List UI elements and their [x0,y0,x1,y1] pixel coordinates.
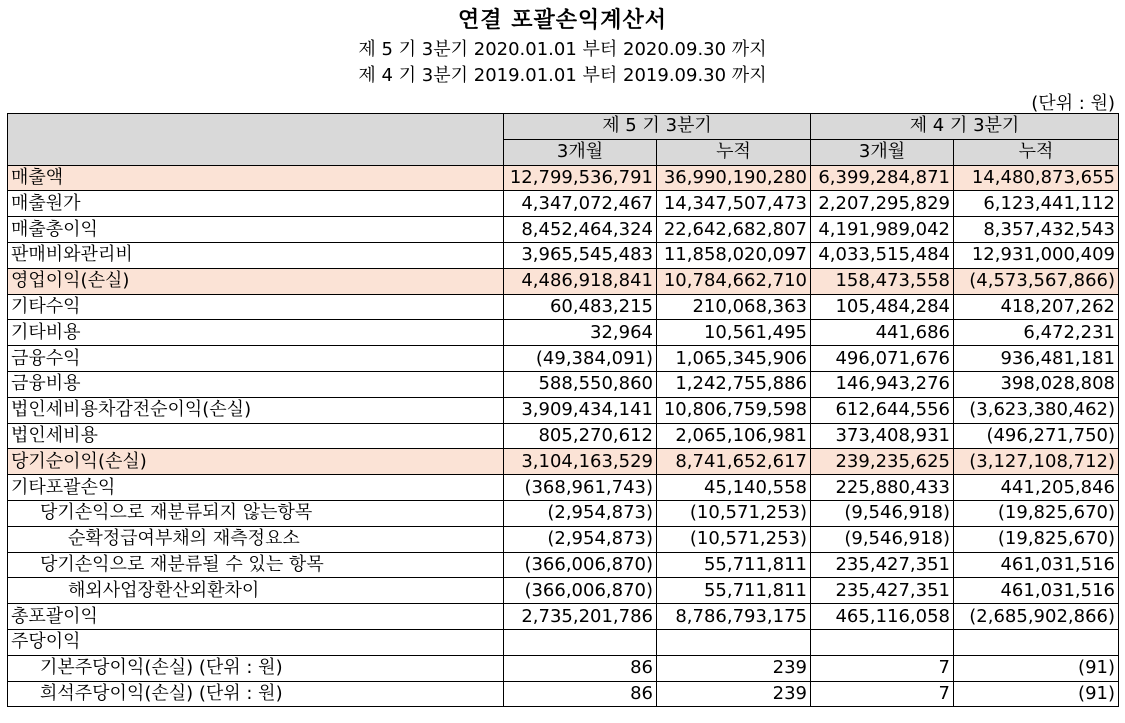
sub-header-prior-3m: 3개월 [811,139,954,165]
value-cell: (9,546,918) [811,526,954,552]
row-label: 희석주당이익(손실) (단위 : 원) [8,681,504,707]
row-label: 순확정급여부채의 재측정요소 [8,526,504,552]
value-cell: 22,642,682,807 [657,217,811,243]
table-row [8,449,1119,475]
row-label: 영업이익(손실) [8,268,504,294]
value-cell: 8,357,432,543 [954,217,1119,243]
statement-title: 연결 포괄손익계산서 [458,8,667,33]
value-cell: (10,571,253) [657,526,811,552]
table-row [8,629,1119,655]
value-cell: 8,786,793,175 [657,604,811,630]
unit-label: (단위 : 원) [1031,93,1115,114]
value-cell: 7 [811,655,954,681]
table-row [8,294,1119,320]
table-row [8,165,1119,191]
table-row [8,604,1119,630]
value-cell [811,629,954,655]
sub-header-current-cum: 누적 [657,139,811,165]
value-cell: 7 [811,681,954,707]
table-row [8,423,1119,449]
value-cell: 239 [657,655,811,681]
value-cell: (368,961,743) [504,475,657,501]
value-cell: 158,473,558 [811,268,954,294]
value-cell: 4,347,072,467 [504,191,657,217]
table-row [8,578,1119,604]
value-cell: (9,546,918) [811,500,954,526]
value-cell: (2,685,902,866) [954,604,1119,630]
value-cell: (496,271,750) [954,423,1119,449]
value-cell: 373,408,931 [811,423,954,449]
value-cell: 418,207,262 [954,294,1119,320]
table-row [8,191,1119,217]
label-header-cell [8,114,504,166]
row-label: 판매비와관리비 [8,242,504,268]
value-cell: 14,480,873,655 [954,165,1119,191]
value-cell [954,629,1119,655]
value-cell: 10,561,495 [657,320,811,346]
value-cell: 588,550,860 [504,371,657,397]
value-cell: 2,207,295,829 [811,191,954,217]
value-cell: 441,205,846 [954,475,1119,501]
table-row [8,475,1119,501]
row-label: 기타포괄손익 [8,475,504,501]
value-cell: 936,481,181 [954,346,1119,372]
table-row [8,320,1119,346]
value-cell: (91) [954,681,1119,707]
value-cell: 3,909,434,141 [504,397,657,423]
value-cell: 239,235,625 [811,449,954,475]
table-row [8,268,1119,294]
value-cell: 105,484,284 [811,294,954,320]
row-label: 법인세비용차감전순이익(손실) [8,397,504,423]
value-cell: 441,686 [811,320,954,346]
value-cell: (19,825,670) [954,526,1119,552]
value-cell [504,629,657,655]
value-cell: 3,965,545,483 [504,242,657,268]
value-cell: 461,031,516 [954,578,1119,604]
value-cell: (366,006,870) [504,552,657,578]
value-cell: 45,140,558 [657,475,811,501]
value-cell: 4,191,989,042 [811,217,954,243]
table-row [8,681,1119,707]
row-label: 법인세비용 [8,423,504,449]
value-cell: 4,033,515,484 [811,242,954,268]
value-cell: 55,711,811 [657,552,811,578]
value-cell: (91) [954,655,1119,681]
table-row [8,346,1119,372]
value-cell: 612,644,556 [811,397,954,423]
value-cell: 465,116,058 [811,604,954,630]
table-row [8,655,1119,681]
value-cell: 461,031,516 [954,552,1119,578]
value-cell: 12,799,536,791 [504,165,657,191]
table-row [8,526,1119,552]
value-cell: (3,127,108,712) [954,449,1119,475]
value-cell: 6,123,441,112 [954,191,1119,217]
row-label: 기타비용 [8,320,504,346]
value-cell: 10,806,759,598 [657,397,811,423]
value-cell: 32,964 [504,320,657,346]
value-cell: 1,242,755,886 [657,371,811,397]
income-statement-table [7,113,1119,707]
table-row [8,217,1119,243]
sub-header-prior-cum: 누적 [954,139,1119,165]
group-header-current: 제 5 기 3분기 [504,114,811,140]
group-header-prior: 제 4 기 3분기 [811,114,1119,140]
value-cell: 55,711,811 [657,578,811,604]
value-cell: (3,623,380,462) [954,397,1119,423]
value-cell: 3,104,163,529 [504,449,657,475]
table-row [8,371,1119,397]
table-row [8,552,1119,578]
value-cell [657,629,811,655]
value-cell: (49,384,091) [504,346,657,372]
sub-header-current-3m: 3개월 [504,139,657,165]
row-label: 해외사업장환산외환차이 [8,578,504,604]
row-label: 금융비용 [8,371,504,397]
value-cell: 60,483,215 [504,294,657,320]
value-cell: 398,028,808 [954,371,1119,397]
value-cell: 1,065,345,906 [657,346,811,372]
value-cell: 2,065,106,981 [657,423,811,449]
row-label: 당기손익으로 재분류되지 않는항목 [8,500,504,526]
row-label: 매출액 [8,165,504,191]
current-period: 제 5 기 3분기 2020.01.01 부터 2020.09.30 까지 [358,39,767,60]
value-cell: 36,990,190,280 [657,165,811,191]
value-cell: (366,006,870) [504,578,657,604]
prior-period: 제 4 기 3분기 2019.01.01 부터 2019.09.30 까지 [358,65,767,86]
value-cell: 86 [504,681,657,707]
table-row [8,500,1119,526]
row-label: 금융수익 [8,346,504,372]
value-cell: 805,270,612 [504,423,657,449]
value-cell: 8,452,464,324 [504,217,657,243]
row-label: 기타수익 [8,294,504,320]
value-cell: 10,784,662,710 [657,268,811,294]
value-cell: 146,943,276 [811,371,954,397]
value-cell: 235,427,351 [811,578,954,604]
row-label: 기본주당이익(손실) (단위 : 원) [8,655,504,681]
value-cell: 2,735,201,786 [504,604,657,630]
row-label: 주당이익 [8,629,504,655]
value-cell: 4,486,918,841 [504,268,657,294]
value-cell: 496,071,676 [811,346,954,372]
value-cell: 239 [657,681,811,707]
row-label: 당기손익으로 재분류될 수 있는 항목 [8,552,504,578]
table-row [8,242,1119,268]
value-cell: 12,931,000,409 [954,242,1119,268]
value-cell: 86 [504,655,657,681]
row-label: 당기순이익(손실) [8,449,504,475]
value-cell: (10,571,253) [657,500,811,526]
value-cell: 14,347,507,473 [657,191,811,217]
value-cell: (19,825,670) [954,500,1119,526]
value-cell: 8,741,652,617 [657,449,811,475]
row-label: 매출원가 [8,191,504,217]
value-cell: (2,954,873) [504,526,657,552]
value-cell: 6,472,231 [954,320,1119,346]
row-label: 매출총이익 [8,217,504,243]
row-label: 총포괄이익 [8,604,504,630]
value-cell: 225,880,433 [811,475,954,501]
value-cell: 6,399,284,871 [811,165,954,191]
group-header-row [8,114,1119,140]
value-cell: 210,068,363 [657,294,811,320]
value-cell: (4,573,567,866) [954,268,1119,294]
value-cell: 11,858,020,097 [657,242,811,268]
table-row [8,397,1119,423]
value-cell: 235,427,351 [811,552,954,578]
value-cell: (2,954,873) [504,500,657,526]
